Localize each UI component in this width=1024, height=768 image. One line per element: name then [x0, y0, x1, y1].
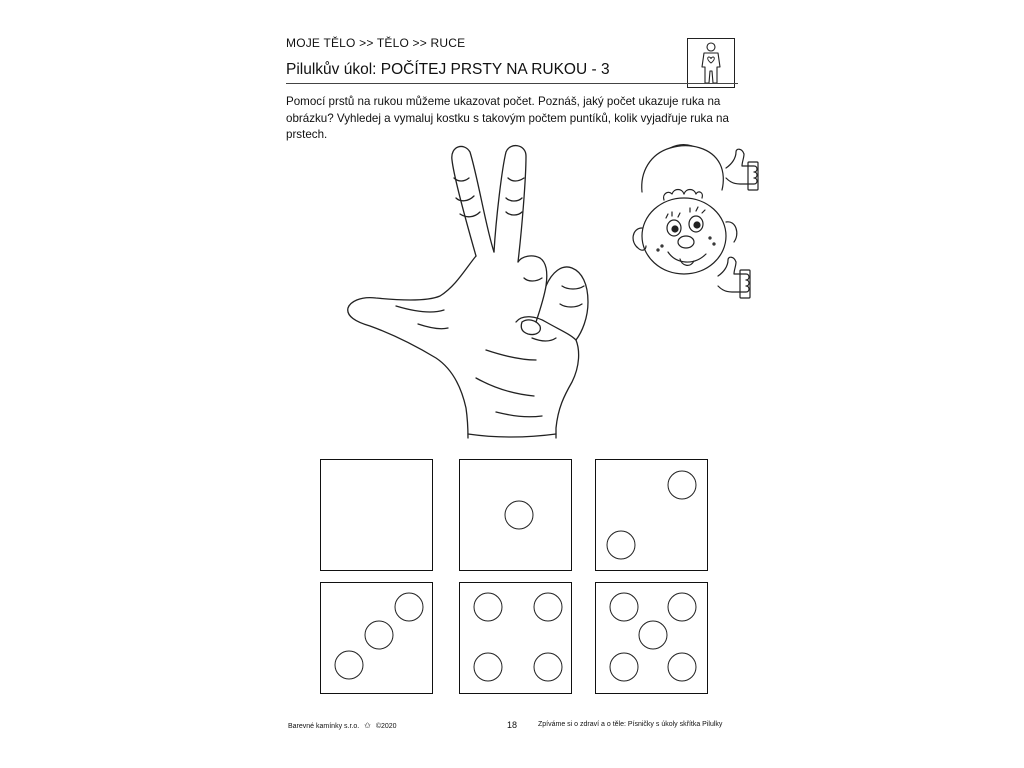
pip: [505, 501, 534, 530]
pip: [365, 621, 394, 650]
pip: [534, 593, 563, 622]
hand-three-fingers-illustration: [336, 138, 614, 440]
pip: [610, 593, 639, 622]
pip: [668, 471, 697, 500]
pip: [335, 651, 364, 680]
pip: [610, 653, 639, 682]
breadcrumb: MOJE TĚLO >> TĚLO >> RUCE: [286, 36, 466, 50]
instructions-text: Pomocí prstů na rukou můžeme ukazovat počet. Poznáš, jaký počet ukazuje ruka na obrázku? Vyhledej a vymaluj kostku s takovým počtem puntíků, kolik vyjadřuje ruka na prstech.: [286, 95, 729, 142]
book-title: Zpíváme si o zdraví a o těle: Písničky s úkoly skřítka Pilulky: [538, 721, 723, 728]
star-logo-icon: ✩: [364, 721, 371, 730]
pip: [474, 653, 503, 682]
die-4-pips[interactable]: [459, 582, 572, 694]
publisher-name: Barevné kamínky s.r.o.: [288, 723, 360, 730]
page-number: 18: [507, 720, 518, 730]
die-5-pips[interactable]: [595, 582, 708, 694]
pip: [639, 621, 668, 650]
die-0-pips[interactable]: [320, 459, 433, 571]
title-divider: [286, 83, 738, 84]
pip: [668, 653, 697, 682]
page-title: Pilulkův úkol: POČÍTEJ PRSTY NA RUKOU - 3: [286, 61, 610, 78]
body-figure-heart-icon: [687, 38, 735, 88]
die-2-pips[interactable]: [595, 459, 708, 571]
die-3-pips[interactable]: [320, 582, 433, 694]
pip: [668, 593, 697, 622]
copyright-text: ©2020: [375, 723, 397, 730]
footer-publisher: [288, 721, 397, 730]
pip: [534, 653, 563, 682]
die-1-pip[interactable]: [459, 459, 572, 571]
pip: [474, 593, 503, 622]
mascot-pilulka-illustration: [628, 138, 760, 310]
pip: [607, 531, 636, 560]
pip: [395, 593, 424, 622]
